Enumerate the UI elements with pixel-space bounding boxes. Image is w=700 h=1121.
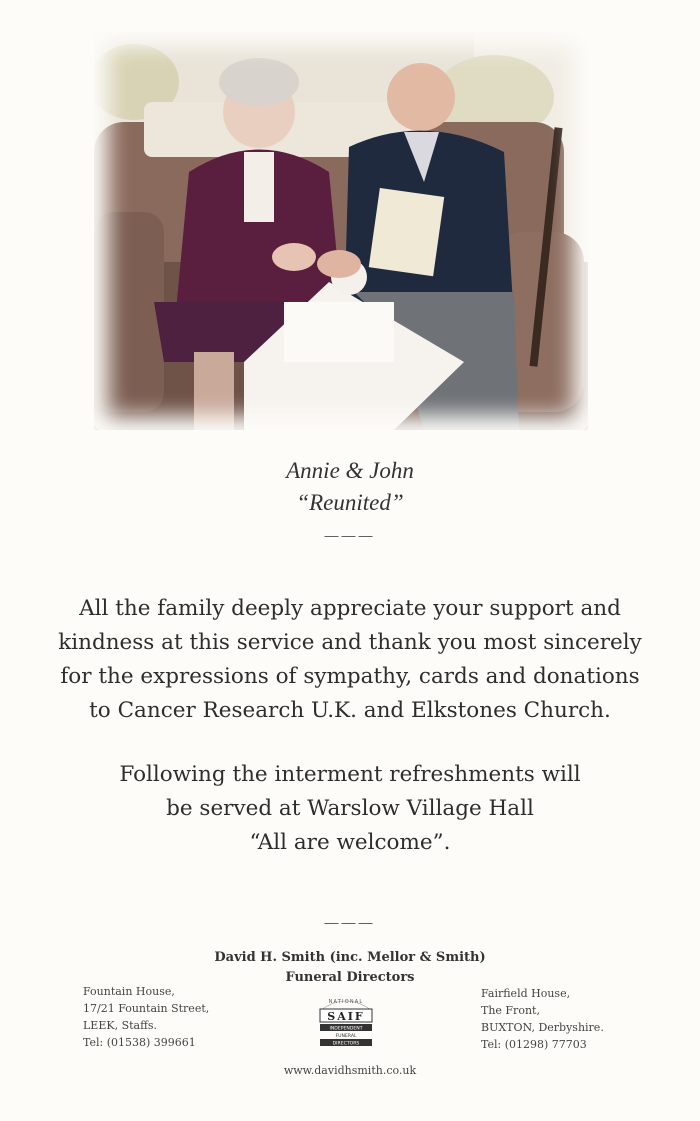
address-line: Tel: (01538) 399661 bbox=[83, 1036, 196, 1049]
saif-logo bbox=[311, 994, 381, 1050]
buxton-address bbox=[481, 985, 604, 1053]
address-line: Fountain House, bbox=[83, 985, 175, 998]
reunited-line: “Reunited” bbox=[296, 490, 404, 515]
divider-bottom: ——— bbox=[324, 914, 376, 930]
refreshments-message bbox=[40, 758, 660, 860]
thank-you-message bbox=[40, 592, 660, 728]
couple-photo-illustration bbox=[94, 32, 588, 430]
firm-subtitle: Funeral Directors bbox=[285, 970, 415, 985]
refreshments-line: Following the interment refreshments will bbox=[119, 762, 581, 787]
refreshments-line: “All are welcome”. bbox=[249, 830, 451, 855]
message-line: All the family deeply appreciate your support and bbox=[79, 596, 621, 621]
message-line: to Cancer Research U.K. and Elkstones Church. bbox=[89, 698, 611, 723]
address-line: Tel: (01298) 77703 bbox=[481, 1038, 587, 1051]
address-line: BUXTON, Derbyshire. bbox=[481, 1021, 604, 1034]
message-line: for the expressions of sympathy, cards and donations bbox=[60, 664, 640, 689]
logo-top-text: NATIONAL bbox=[328, 999, 364, 1005]
logo-line1-text: INDEPENDENT bbox=[329, 1026, 363, 1032]
firm-name: David H. Smith (inc. Mellor & Smith) bbox=[214, 950, 486, 965]
address-line: The Front, bbox=[481, 1004, 540, 1017]
address-line: 17/21 Fountain Street, bbox=[83, 1002, 210, 1015]
refreshments-line: be served at Warslow Village Hall bbox=[166, 796, 534, 821]
couple-photo bbox=[94, 32, 588, 430]
logo-main-text: SAIF bbox=[327, 1010, 365, 1023]
message-line: kindness at this service and thank you most sincerely bbox=[58, 630, 642, 655]
address-line: LEEK, Staffs. bbox=[83, 1019, 158, 1032]
divider-top: ——— bbox=[324, 527, 376, 543]
address-line: Fairfield House, bbox=[481, 987, 571, 1000]
logo-line2-text: FUNERAL bbox=[335, 1034, 357, 1039]
names-line: Annie & John bbox=[286, 458, 414, 483]
website-text: www.davidhsmith.co.uk bbox=[283, 1064, 417, 1077]
logo-line3-text: DIRECTORS bbox=[332, 1041, 360, 1047]
leek-address bbox=[83, 983, 209, 1051]
